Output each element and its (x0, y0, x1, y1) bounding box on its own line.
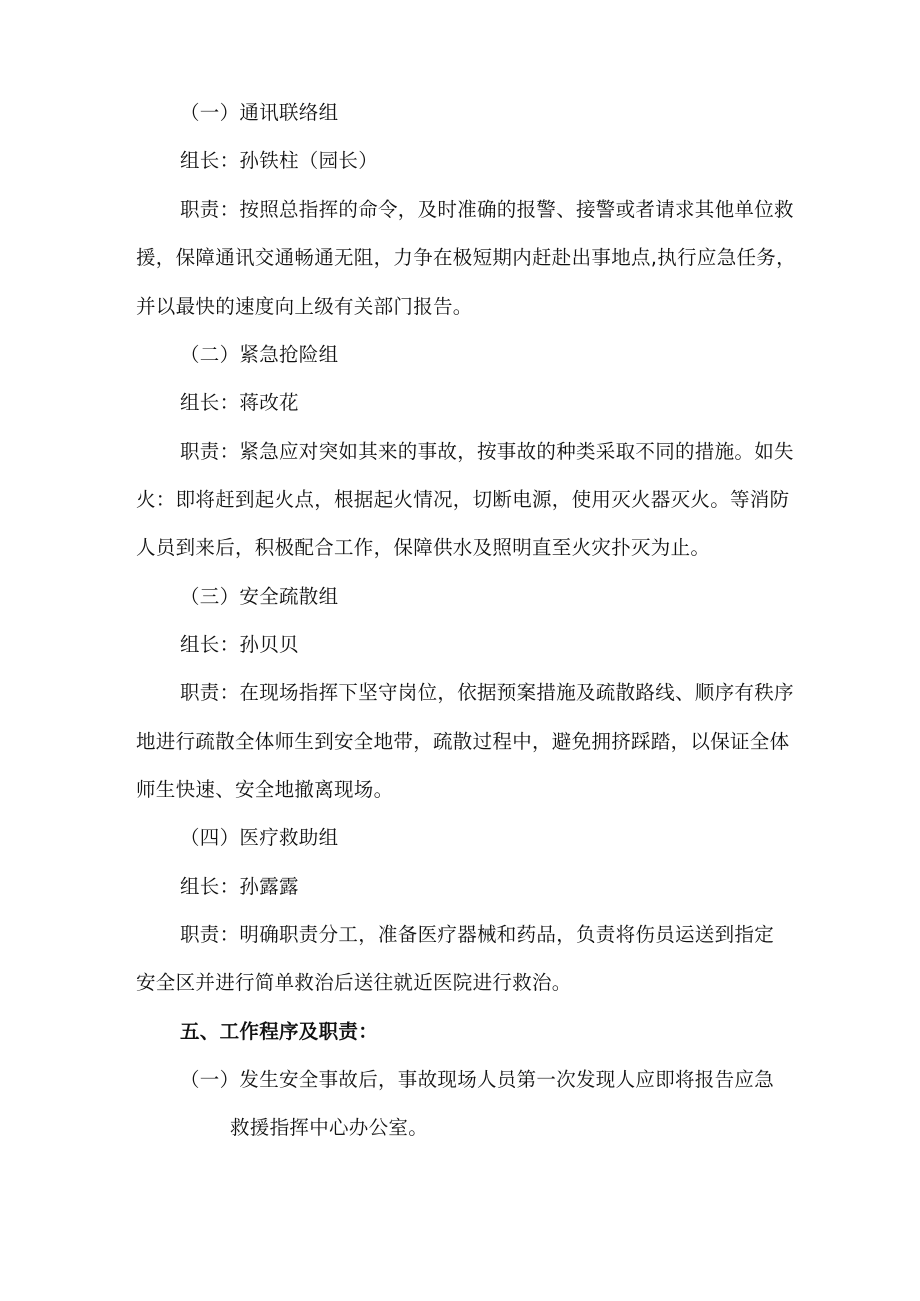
group2-duty-line3: 人员到来后，积极配合工作，保障供水及照明直至火灾扑灭为止。 (136, 536, 711, 559)
group3-duty-line1: 职责：在现场指挥下坚守岗位，依据预案措施及疏散路线、顺序有秩序 (180, 681, 794, 704)
group4-leader: 组长：孙露露 (180, 875, 299, 898)
group2-leader: 组长：蒋改花 (180, 391, 299, 414)
group4-title: （四）医疗救助组 (180, 826, 339, 849)
group3-leader: 组长：孙贝贝 (180, 633, 299, 656)
group3-duty-line3: 师生快速、安全地撤离现场。 (136, 778, 394, 801)
group4-duty-line2: 安全区并进行简单救治后送往就近医院进行救治。 (136, 971, 572, 994)
group1-duty-line1: 职责：按照总指挥的命令，及时准确的报警、接警或者请求其他单位救 (180, 198, 794, 221)
group2-title: （二）紧急抢险组 (180, 343, 339, 366)
group3-title: （三）安全疏散组 (180, 585, 339, 608)
group3-duty-line2: 地进行疏散全体师生到安全地带，疏散过程中，避免拥挤踩踏，以保证全体 (136, 730, 790, 753)
section5-item1-line2: 救援指挥中心办公室。 (230, 1116, 429, 1139)
group1-duty-line2: 援，保障通讯交通畅通无阻，力争在极短期内赶赴出事地点,执行应急任务， (136, 246, 796, 269)
group1-title: （一）通讯联络组 (180, 101, 339, 124)
section5-item1-line1: （一）发生安全事故后，事故现场人员第一次发现人应即将报告应急 (180, 1068, 775, 1091)
group4-duty-line1: 职责：明确职责分工，准备医疗器械和药品，负责将伤员运送到指定 (180, 923, 775, 946)
group1-duty-line3: 并以最快的速度向上级有关部门报告。 (136, 295, 473, 318)
group2-duty-line2: 火：即将赶到起火点，根据起火情况，切断电源，使用灭火器灭火。等消防 (136, 488, 790, 511)
group2-duty-line1: 职责：紧急应对突如其来的事故，按事故的种类采取不同的措施。如失 (180, 440, 794, 463)
section5-heading: 五、工作程序及职责： (180, 1020, 379, 1043)
group1-leader: 组长：孙铁柱（园长） (180, 149, 379, 172)
